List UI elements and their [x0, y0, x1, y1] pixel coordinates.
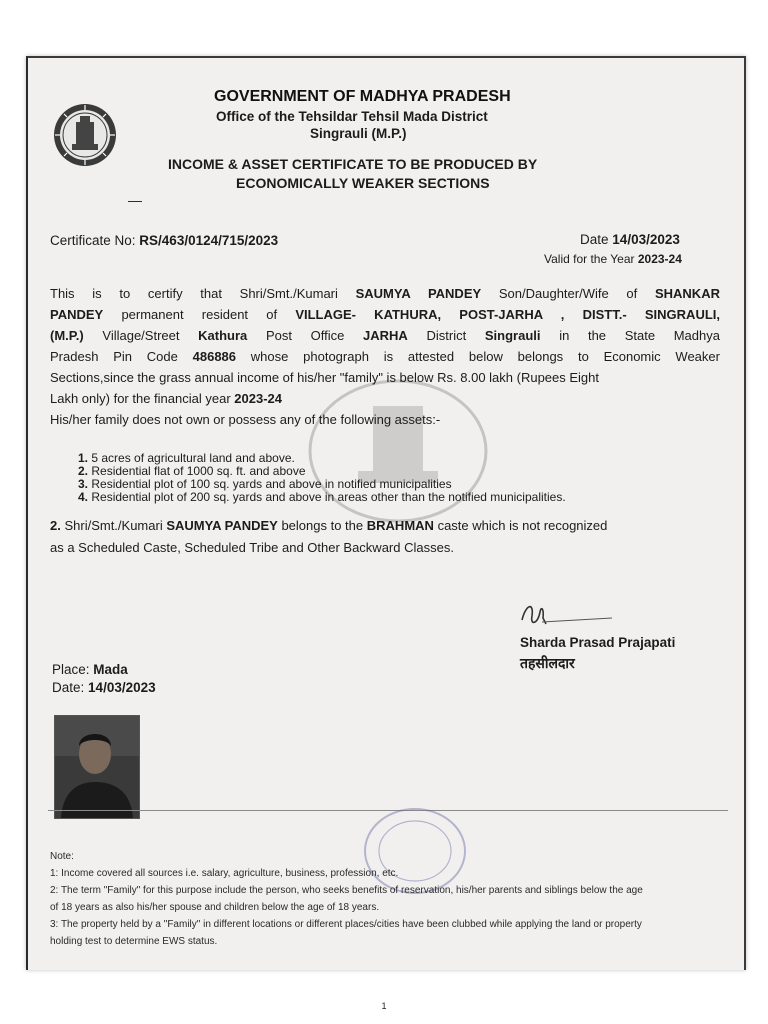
- state-abbr: (M.P.): [50, 328, 84, 343]
- place-value: Mada: [93, 662, 128, 677]
- notes: [50, 848, 643, 950]
- body-text: permanent resident of: [121, 307, 278, 322]
- body-text: Sections,since the grass annual income of his/her "family" is below Rs. 8.00 lakh (Rupees Eight: [50, 370, 600, 385]
- body-text: District: [426, 328, 467, 343]
- body-text: His/her family does not own or possess any of the following assets:-: [50, 412, 441, 427]
- body-text: whose photograph is attested below belongs to Economic Weaker: [250, 349, 720, 364]
- district: Singrauli: [484, 328, 541, 343]
- note-2-cont: of 18 years as also his/her spouse and children below the age of 18 years.: [50, 902, 380, 913]
- office-place: Singrauli (M.P.): [310, 126, 407, 141]
- body-line-1: [50, 286, 720, 301]
- person-photo-icon: [55, 716, 139, 818]
- body-text: in the State Madhya: [559, 328, 720, 343]
- signer-name: Sharda Prasad Prajapati: [520, 635, 676, 650]
- caste-line-1: [50, 518, 720, 533]
- certificate-number-value: RS/463/0124/715/2023: [139, 233, 279, 248]
- body-line-7: [50, 412, 720, 427]
- financial-year: 2023-24: [234, 391, 282, 406]
- body-text: belongs to the: [281, 518, 364, 533]
- body-line-4: [50, 349, 720, 364]
- father-name: SHANKAR: [654, 286, 720, 301]
- assets-list: [78, 452, 566, 504]
- father-surname: PANDEY: [50, 307, 104, 322]
- page-number: 1: [381, 1001, 387, 1011]
- caste-name: BRAHMAN: [366, 518, 434, 533]
- caste-number: 2.: [50, 518, 61, 533]
- dash-mark: —: [128, 192, 142, 208]
- certificate-number: [50, 233, 278, 248]
- certificate-sheet: [26, 56, 746, 970]
- certificate-date: [580, 232, 680, 247]
- body-text: Village/Street: [102, 328, 180, 343]
- certificate-date-label: Date: [580, 232, 609, 247]
- note-2: 2: The term "Family" for this purpose include the person, who seeks benefits of reservation, his/her parents and siblings below the age: [50, 885, 643, 896]
- notes-heading: Note:: [50, 851, 74, 862]
- body-text: as a Scheduled Caste, Scheduled Tribe and Other Backward Classes.: [50, 540, 454, 555]
- place: [52, 662, 128, 677]
- government-title: GOVERNMENT OF MADHYA PRADESH: [214, 88, 511, 105]
- body-line-2: [50, 307, 720, 322]
- validity-year: 2023-24: [637, 252, 682, 266]
- body-text: caste which is not recognized: [437, 518, 608, 533]
- validity: [544, 252, 682, 266]
- certificate-title-line1: INCOME & ASSET CERTIFICATE TO BE PRODUCED BY: [168, 156, 538, 172]
- list-item: 2. Residential flat of 1000 sq. ft. and above: [78, 464, 306, 478]
- address: VILLAGE- KATHURA, POST-JARHA , DISTT.- SINGRAULI,: [295, 307, 720, 322]
- mp-government-seal-icon: [52, 102, 118, 168]
- body-text: Son/Daughter/Wife of: [498, 286, 638, 301]
- certificate-number-label: Certificate No:: [50, 233, 136, 248]
- office-name: Office of the Tehsildar Tehsil Mada District: [216, 109, 488, 124]
- certificate-title-line2: ECONOMICALLY WEAKER SECTIONS: [236, 175, 490, 191]
- caste-line-2: [50, 540, 720, 555]
- list-item: 1. 5 acres of agricultural land and above.: [78, 451, 295, 465]
- applicant-name: SAUMYA PANDEY: [166, 518, 278, 533]
- body-text: Post Office: [265, 328, 345, 343]
- note-3: 3: The property held by a "Family" in different locations or different places/cities have been clubbed while applying the land or property: [50, 919, 642, 930]
- pin-code: 486886: [192, 349, 237, 364]
- body-text: Pradesh Pin Code: [50, 349, 178, 364]
- issue-date-label: Date:: [52, 680, 85, 695]
- note-1: 1: Income covered all sources i.e. salary, agriculture, business, profession, etc.: [50, 868, 399, 879]
- place-label: Place:: [52, 662, 90, 677]
- list-item: 3. Residential plot of 100 sq. yards and above in notified municipalities: [78, 477, 452, 491]
- body-line-6: [50, 391, 720, 406]
- village: Kathura: [198, 328, 248, 343]
- applicant-photo: [54, 715, 140, 819]
- post-office: JARHA: [363, 328, 408, 343]
- body-text: This is to certify that Shri/Smt./Kumari: [50, 286, 338, 301]
- list-item: 4. Residential plot of 200 sq. yards and above in areas other than the notified municipalities.: [78, 490, 566, 504]
- signer-title: तहसीलदार: [520, 655, 575, 671]
- note-3-cont: holding test to determine EWS status.: [50, 936, 218, 947]
- body-line-5: [50, 370, 720, 385]
- signature-icon: [516, 598, 616, 632]
- issue-date: [52, 680, 156, 695]
- issue-date-value: 14/03/2023: [88, 680, 156, 695]
- validity-label: Valid for the Year: [544, 252, 635, 266]
- body-text: Shri/Smt./Kumari: [64, 518, 163, 533]
- applicant-name: SAUMYA PANDEY: [355, 286, 482, 301]
- body-line-3: [50, 328, 720, 343]
- body-text: Lakh only) for the financial year: [50, 391, 231, 406]
- certificate-date-value: 14/03/2023: [612, 232, 680, 247]
